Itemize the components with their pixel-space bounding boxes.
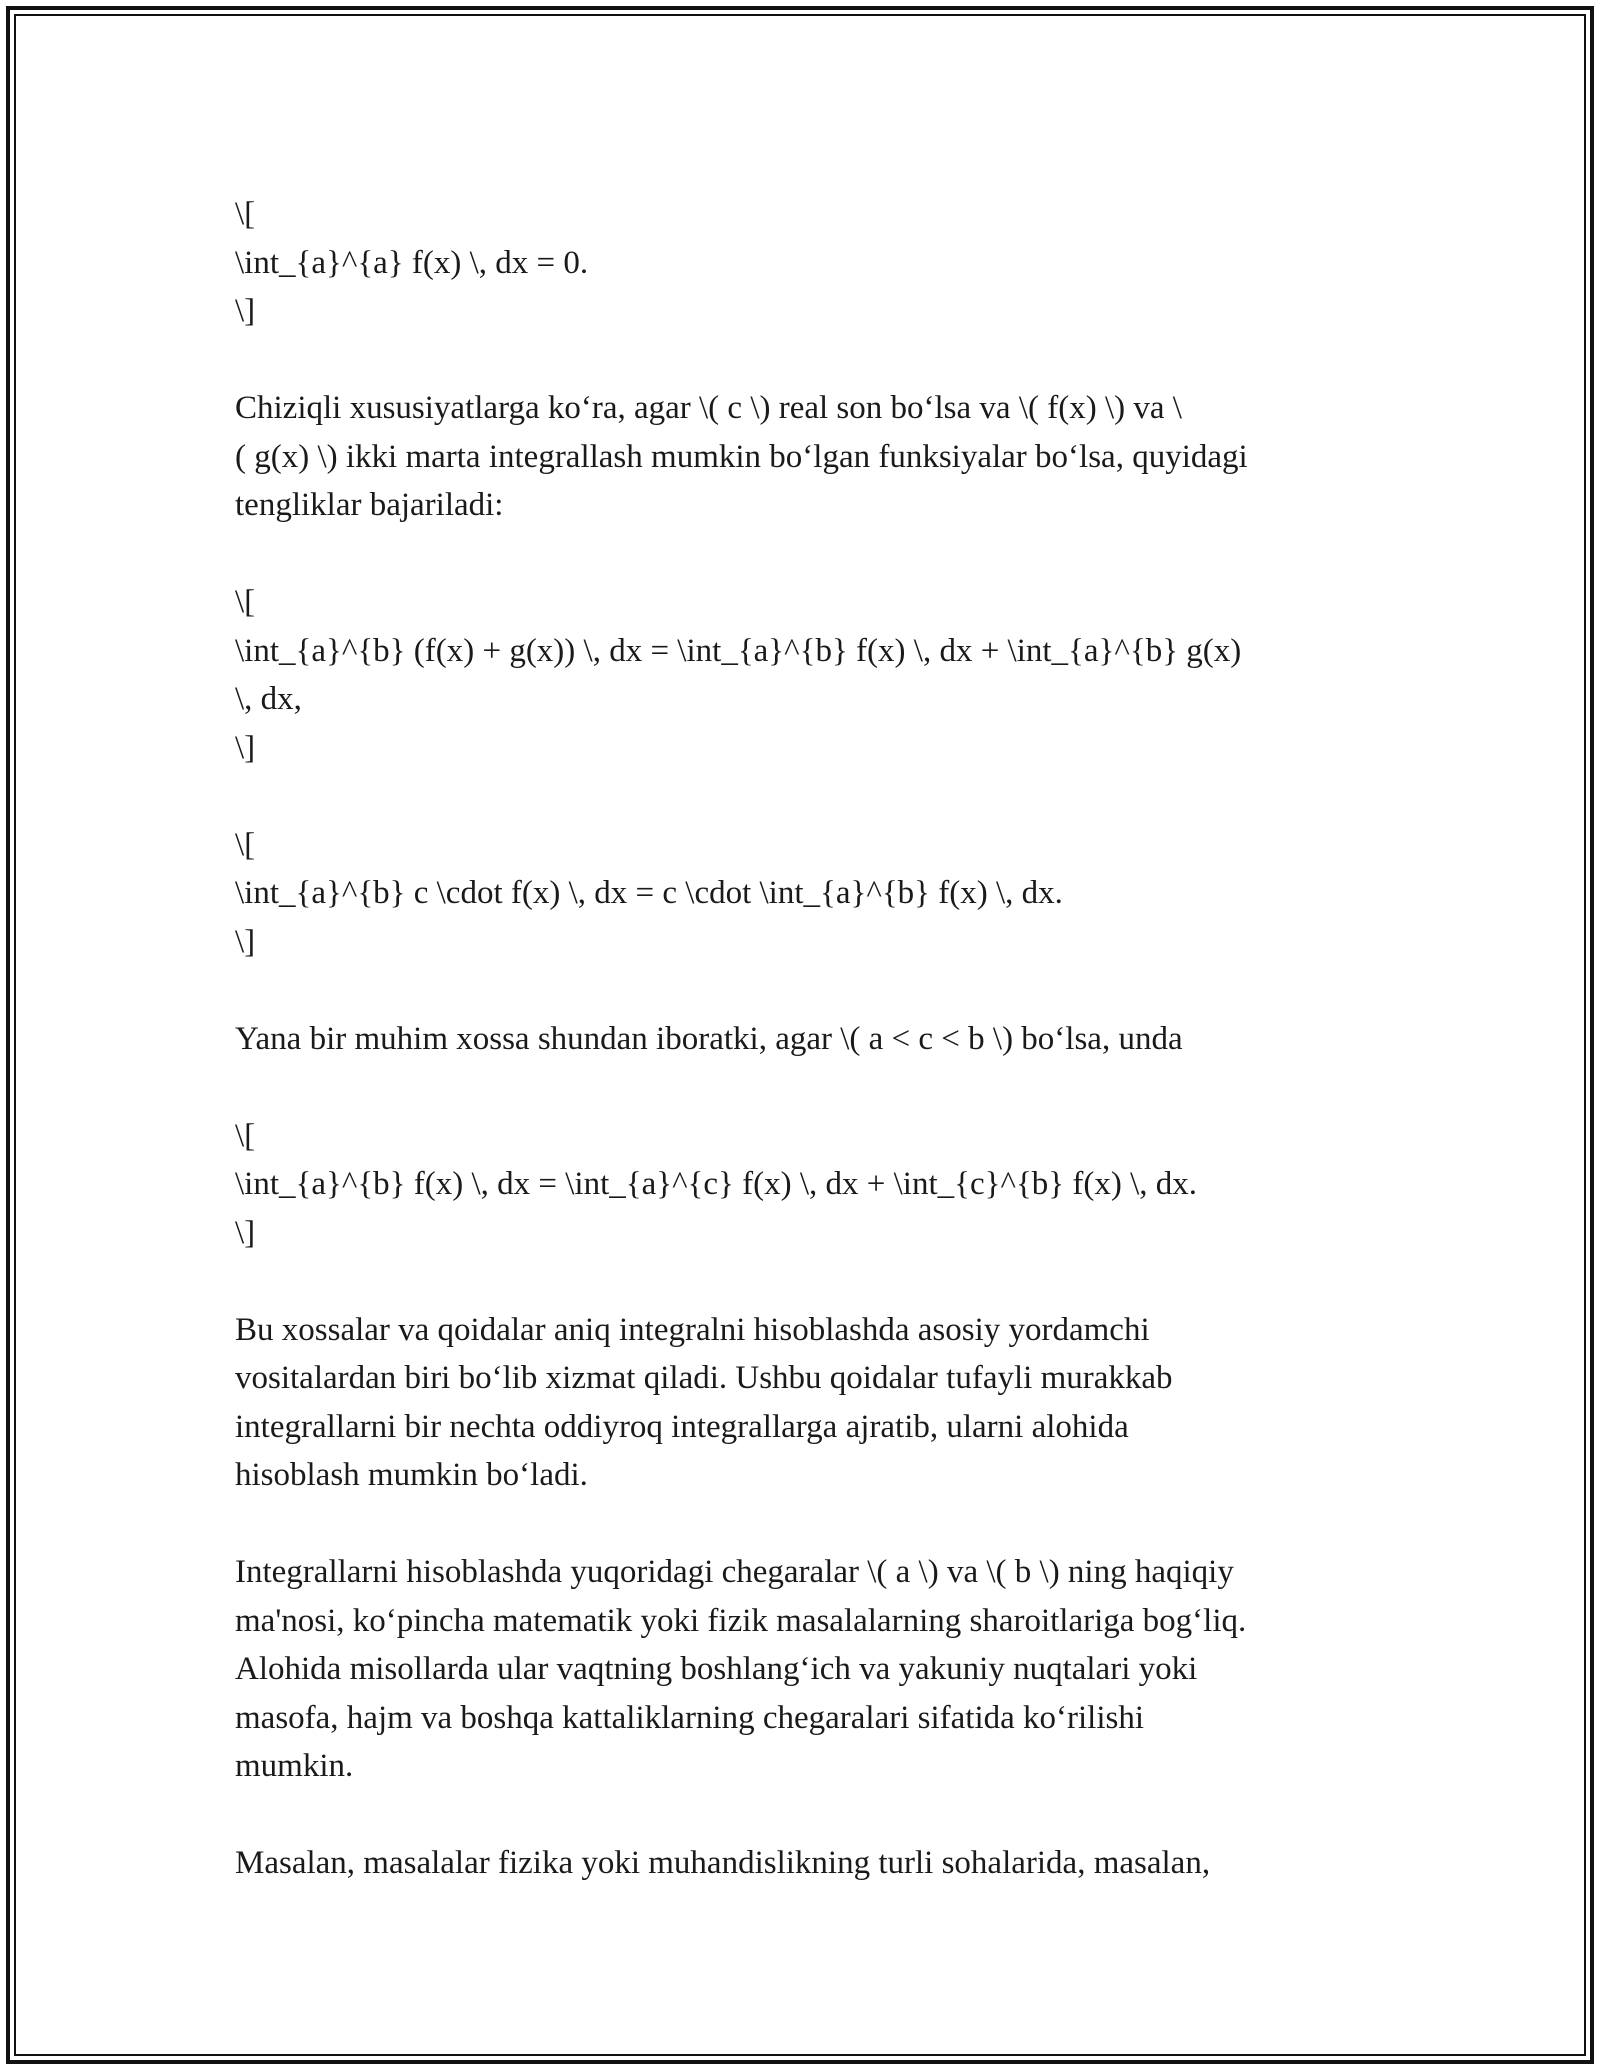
text-line: \[: [235, 196, 256, 232]
text-line: Bu xossalar va qoidalar aniq integralni hisoblashda asosiy yordamchi: [235, 1311, 1150, 1348]
paragraph: [235, 384, 1375, 530]
text-line: \]: [235, 293, 256, 329]
text-line: \[: [235, 1117, 256, 1154]
text-line: Chiziqli xususiyatlarga ko‘ra, agar \( c \) real son bo‘lsa va \( f(x) \) va \: [235, 390, 1182, 426]
text-line: \]: [235, 729, 256, 766]
text-line: Masalan, masalalar fizika yoki muhandislikning turli sohalarida, masalan,: [235, 1845, 1211, 1881]
text-line: \, dx,: [235, 681, 302, 717]
text-line: \]: [235, 1214, 256, 1251]
text-line: ma'nosi, ko‘pincha matematik yoki fizik masalalarning sharoitlariga bog‘liq.: [235, 1602, 1247, 1639]
text-line: vositalardan biri bo‘lib xizmat qiladi. Ushbu qoidalar tufayli murakkab: [235, 1360, 1173, 1396]
text-line: hisoblash mumkin bo‘ladi.: [235, 1457, 588, 1493]
text-line: \int_{a}^{b} c \cdot f(x) \, dx = c \cdot \int_{a}^{b} f(x) \, dx.: [235, 875, 1063, 911]
text-line: ( g(x) \) ikki marta integrallash mumkin bo‘lgan funksiyalar bo‘lsa, quyidagi: [235, 438, 1248, 475]
text-line: \[: [235, 584, 256, 620]
text-line: \]: [235, 923, 256, 960]
paragraph: [235, 1306, 1375, 1500]
math-block: [235, 578, 1375, 772]
text-line: tengliklar bajariladi:: [235, 487, 504, 523]
math-block: [235, 821, 1375, 967]
text-line: mumkin.: [235, 1748, 354, 1784]
text-line: \int_{a}^{a} f(x) \, dx = 0.: [235, 244, 589, 281]
text-line: Integrallarni hisoblashda yuqoridagi chegaralar \( a \) va \( b \) ning haqiqiy: [235, 1554, 1234, 1590]
paragraph: [235, 1839, 1375, 1888]
paragraph: [235, 1548, 1375, 1791]
text-line: masofa, hajm va boshqa kattaliklarning chegaralari sifatida ko‘rilishi: [235, 1699, 1145, 1736]
text-line: \int_{a}^{b} f(x) \, dx = \int_{a}^{c} f(x) \, dx + \int_{c}^{b} f(x) \, dx.: [235, 1166, 1198, 1202]
paragraph: [235, 1015, 1375, 1064]
text-line: \int_{a}^{b} (f(x) + g(x)) \, dx = \int_{a}^{b} f(x) \, dx + \int_{a}^{b} g(x): [235, 632, 1242, 669]
math-block: [235, 190, 1375, 336]
math-block: [235, 1112, 1375, 1258]
text-line: Alohida misollarda ular vaqtning boshlang‘ich va yakuniy nuqtalari yoki: [235, 1651, 1198, 1687]
document-body: [235, 190, 1375, 1888]
text-line: \[: [235, 826, 256, 863]
text-line: Yana bir muhim xossa shundan iboratki, agar \( a < c < b \) bo‘lsa, unda: [235, 1020, 1183, 1057]
text-line: integrallarni bir nechta oddiyroq integrallarga ajratib, ularni alohida: [235, 1408, 1129, 1445]
